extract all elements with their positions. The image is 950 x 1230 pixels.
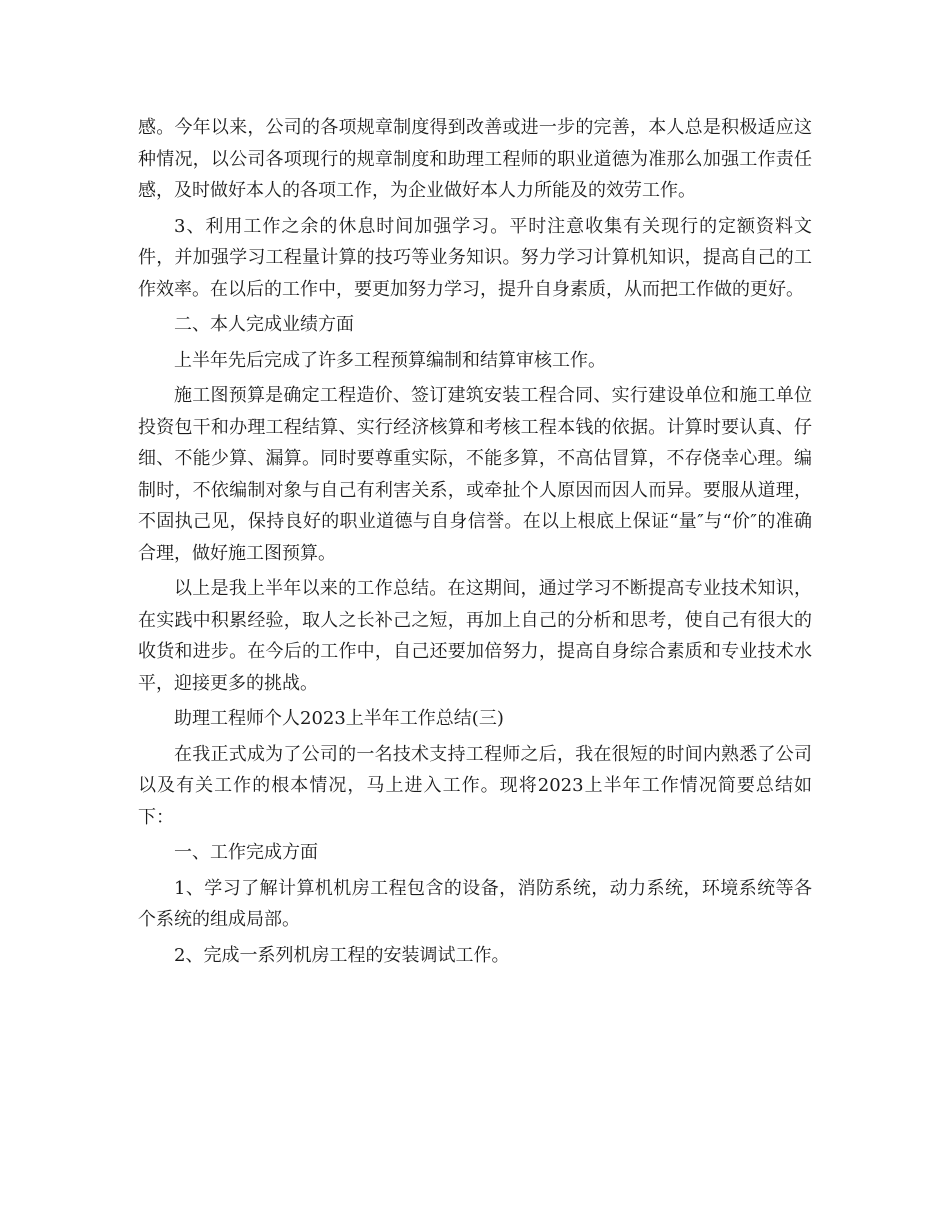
paragraph-budget-work: 上半年先后完成了许多工程预算编制和结算审核工作。: [174, 349, 606, 371]
paragraph-intro: 在我正式成为了公司的一名技术支持工程师之后，我在很短的时间内熟悉了公司以及有关工作的根本情况，马上进入工作。现将2023上半年工作情况简要总结如下：: [138, 743, 812, 828]
list-item-1: 1、学习了解计算机机房工程包含的设备，消防系统，动力系统，环境系统等各个系统的组成局部。: [138, 877, 812, 930]
section-heading-performance: 二、本人完成业绩方面: [174, 314, 354, 335]
paragraph-construction-budget: 施工图预算是确定工程造价、签订建筑安装工程合同、实行建设单位和施工单位投资包干和办理工程结算、实行经济核算和考核工程本钱的依据。计算时要认真、仔细、不能少算、漏算。同时要尊重实际，不能多算，不高估冒算，不存侥幸心理。编制时，不依编制对象与自己有利害关系，或牵扯个人原因而因人而异。要服从道理，不固执己见，保持良好的职业道德与自身信誉。在以上根底上保证“量″与“价″的准确合理，做好施工图预算。: [138, 385, 812, 564]
section-heading-work-completion: 一、工作完成方面: [174, 842, 318, 863]
section-title-part-three: 助理工程师个人2023上半年工作总结(三): [174, 708, 504, 729]
paragraph-summary: 以上是我上半年以来的工作总结。在这期间，通过学习不断提高专业技术知识，在实践中积累经验，取人之长补己之短，再加上自己的分析和思考，使自己有很大的收货和进步。在今后的工作中，自己还要加倍努力，提高自身综合素质和专业技术水平，迎接更多的挑战。: [138, 578, 812, 694]
document-body: [138, 112, 812, 975]
paragraph-study: 3、利用工作之余的休息时间加强学习。平时注意收集有关现行的定额资料文件，并加强学习工程量计算的技巧等业务知识。努力学习计算机知识，提高自己的工作效率。在以后的工作中，要更加努力学习，提升自身素质，从而把工作做的更好。: [138, 215, 812, 300]
list-item-2: 2、完成一系列机房工程的安装调试工作。: [174, 944, 510, 966]
paragraph-continuation: 感。今年以来，公司的各项规章制度得到改善或进一步的完善，本人总是积极适应这种情况，以公司各项现行的规章制度和助理工程师的职业道德为准那么加强工作责任感，及时做好本人的各项工作，为企业做好本人力所能及的效劳工作。: [138, 117, 812, 201]
